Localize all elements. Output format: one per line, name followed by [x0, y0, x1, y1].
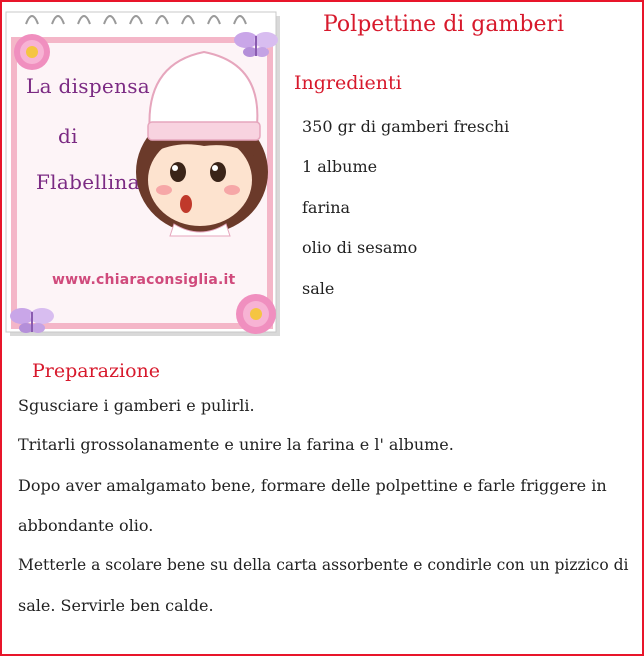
ingredients-heading: Ingredienti [294, 72, 402, 94]
ingredient-item: 350 gr di gamberi freschi [302, 117, 510, 136]
preparation-line: sale. Servirle ben calde. [18, 596, 214, 615]
preparation-heading: Preparazione [32, 360, 161, 382]
ingredient-item: 1 albume [302, 157, 378, 176]
preparation-line: Dopo aver amalgamato bene, formare delle polpettine e farle friggere in [18, 476, 607, 495]
preparation-line: Sgusciare i gamberi e pulirli. [18, 396, 255, 415]
logo-line-1: La dispensa [26, 74, 151, 98]
logo-url: www.chiaraconsiglia.it [52, 272, 236, 288]
recipe-title: Polpettine di gamberi [323, 12, 565, 37]
flower-icon [14, 34, 50, 70]
logo-line-3: Flabellina [36, 170, 140, 194]
ingredient-item: olio di sesamo [302, 238, 418, 257]
preparation-line: Tritarli grossolanamente e unire la farina e l' albume. [18, 435, 454, 454]
logo-line-2: di [58, 124, 78, 148]
logo-card [4, 4, 282, 338]
flower-icon [236, 294, 276, 334]
ingredient-item: sale [302, 279, 335, 298]
preparation-line: Metterle a scolare bene su della carta assorbente e condirle con un pizzico di [18, 556, 629, 574]
preparation-line: abbondante olio. [18, 516, 154, 535]
ingredient-item: farina [302, 198, 351, 217]
